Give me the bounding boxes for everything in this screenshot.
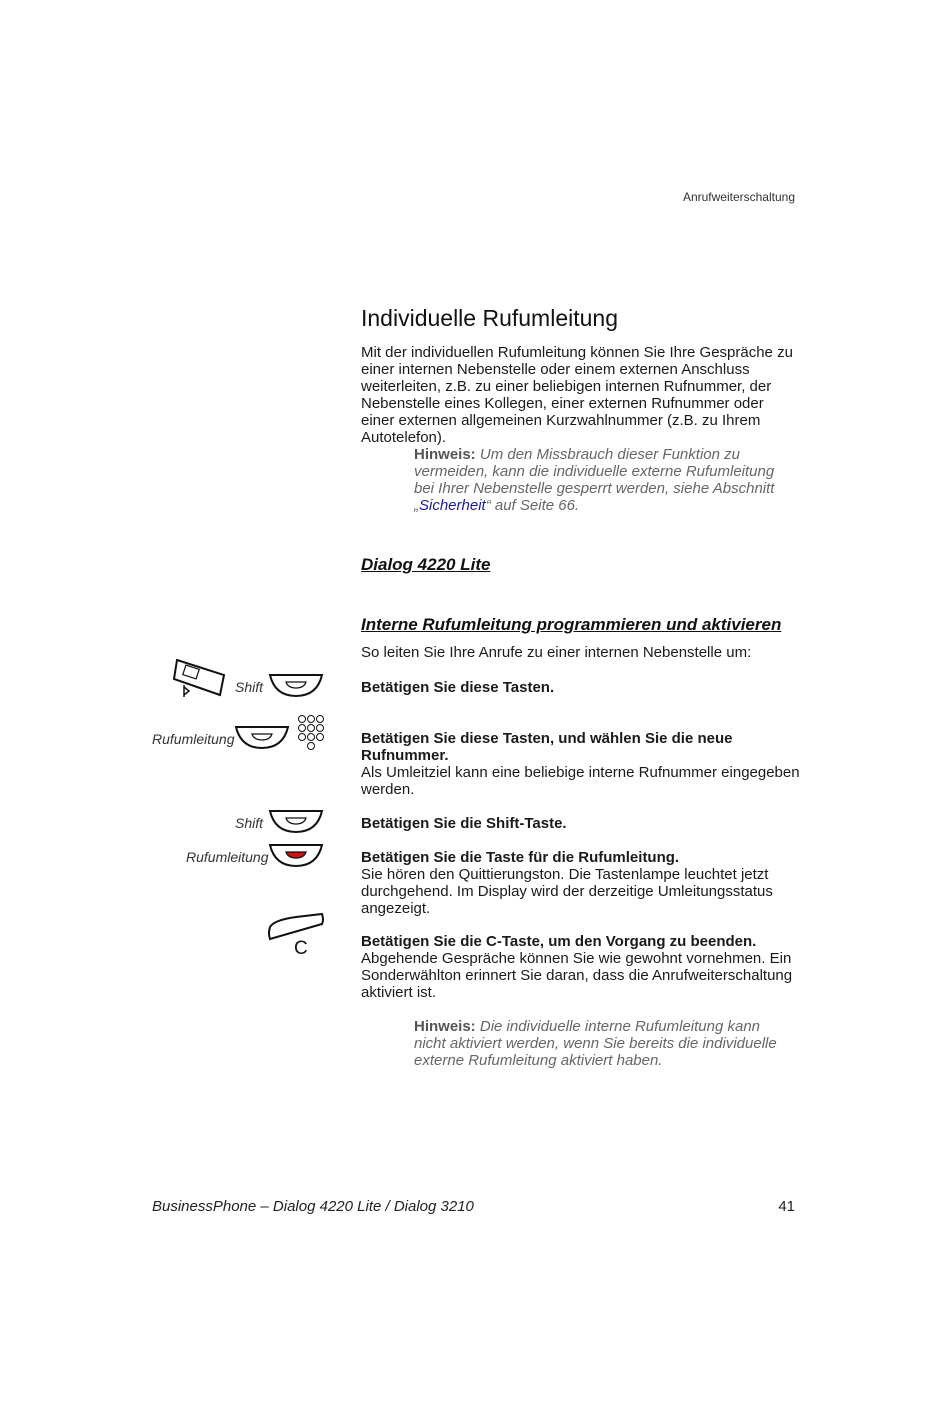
handset-key-icon	[172, 657, 232, 702]
step-3	[361, 815, 801, 832]
step-instruction: Betätigen Sie diese Tasten, und wählen Sie die neue Rufnummer.	[361, 730, 733, 764]
rufumleitung-label: Rufumleitung	[186, 849, 269, 865]
step-instruction: Betätigen Sie die Taste für die Rufumleitung.	[361, 849, 680, 866]
step-2	[361, 730, 801, 798]
step-instruction: Betätigen Sie die C-Taste, um den Vorgang zu beenden.	[361, 933, 757, 950]
step-4	[361, 849, 801, 917]
step-description: Als Umleitziel kann eine beliebige interne Rufnummer eingegeben werden.	[361, 764, 800, 798]
step-instruction: Betätigen Sie diese Tasten.	[361, 679, 555, 696]
lead-text: So leiten Sie Ihre Anrufe zu einer internen Nebenstelle um:	[361, 644, 752, 661]
intro-paragraph: Mit der individuellen Rufumleitung können Sie Ihre Gespräche zu einer internen Nebenstelle oder einem externen Anschluss weiterleiten, z.B. zu einer beliebigen internen Rufnummer, der Nebenstelle eines Kollegen, einer externen Rufnummer oder einer externen allgemeinen Kurzwahlnummer (z.B. zu Ihrem Autotelefon).	[361, 344, 793, 446]
step-description: Abgehende Gespräche können Sie wie gewohnt vornehmen. Ein Sonderwählton erinnert Sie daran, dass die Anrufweiterschaltung aktiviert ist.	[361, 950, 793, 1001]
shift-label: Shift	[235, 815, 264, 831]
footer-title: BusinessPhone – Dialog 4220 Lite / Dialog 3210	[152, 1198, 474, 1215]
note-text: Die individuelle interne Rufumleitung kann nicht aktiviert werden, wenn Sie bereits die individuelle externe Rufumleitung aktiviert haben.	[414, 1018, 777, 1069]
note-text-end: “ auf Seite 66.	[485, 497, 580, 514]
function-key-icon	[234, 724, 290, 750]
function-key-icon	[268, 672, 324, 698]
note-box-2	[414, 1018, 794, 1069]
note-box-1	[414, 446, 794, 514]
keypad-icon	[297, 714, 329, 756]
rufumleitung-label: Rufumleitung	[152, 731, 235, 747]
model-heading: Dialog 4220 Lite	[361, 555, 491, 574]
cross-reference-link[interactable]: Sicherheit	[419, 497, 486, 514]
shift-label: Shift	[235, 679, 264, 695]
page-number: 41	[778, 1198, 795, 1215]
note-label: Hinweis:	[414, 1018, 476, 1035]
note-text: Um den Missbrauch dieser Funktion zu vermeiden, kann die individuelle externe Rufumleitung bei Ihrer Nebenstelle gesperrt werden, siehe Abschnitt „	[414, 446, 775, 514]
step-1	[361, 679, 801, 696]
function-key-icon	[268, 808, 324, 834]
step-instruction: Betätigen Sie die Shift-Taste.	[361, 815, 567, 832]
c-key-label: C	[294, 938, 308, 959]
note-label: Hinweis:	[414, 446, 476, 463]
step-description: Sie hören den Quittierungston. Die Tastenlampe leuchtet jetzt durchgehend. Im Display wird der derzeitige Umleitungsstatus angezeigt.	[361, 866, 773, 917]
step-5	[361, 933, 801, 1001]
section-heading: Interne Rufumleitung programmieren und aktivieren	[361, 615, 782, 634]
page-title: Individuelle Rufumleitung	[361, 305, 618, 331]
running-header: Anrufweiterschaltung	[682, 190, 795, 204]
function-key-lit-icon	[268, 842, 324, 868]
